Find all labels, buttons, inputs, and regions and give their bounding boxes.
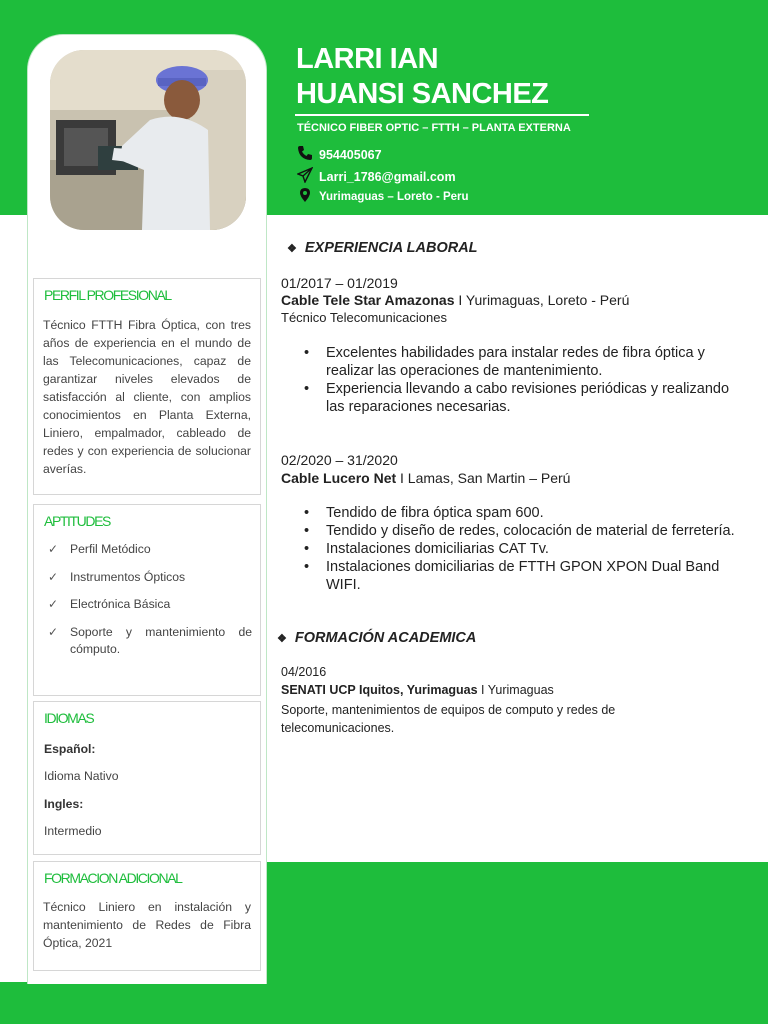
check-icon: ✓ bbox=[48, 624, 59, 639]
send-icon bbox=[297, 167, 319, 186]
footer-band bbox=[0, 982, 768, 1024]
language-name: Español: bbox=[44, 742, 96, 756]
job-company-line bbox=[281, 292, 629, 308]
education-school-line bbox=[281, 683, 554, 697]
job-company: Cable Lucero Net bbox=[281, 470, 397, 486]
list-item: ✓ Instrumentos Ópticos bbox=[48, 569, 252, 587]
list-item: • Tendido y diseño de redes, colocación de material de ferretería. bbox=[304, 522, 744, 540]
job-dates: 02/2020 – 31/2020 bbox=[281, 452, 398, 468]
language-level: Idioma Nativo bbox=[44, 769, 119, 783]
job-place: I Yurimaguas, Loreto - Perú bbox=[454, 292, 630, 308]
diamond-bullet-icon: ❖ bbox=[277, 633, 287, 645]
name-underline bbox=[295, 114, 589, 116]
job-dates: 01/2017 – 01/2019 bbox=[281, 275, 398, 291]
profile-section bbox=[33, 278, 261, 495]
language-name: Ingles: bbox=[44, 797, 84, 811]
additional-training-section bbox=[33, 861, 261, 971]
list-item: ✓ Soporte y mantenimiento de cómputo. bbox=[48, 624, 252, 659]
languages-title: IDIOMAS bbox=[44, 710, 94, 726]
profile-title: PERFIL PROFESIONAL bbox=[44, 287, 171, 303]
list-item: ✓ Perfil Metódico bbox=[48, 541, 252, 559]
name-line-1: LARRI IAN bbox=[296, 43, 439, 75]
education-school: SENATI UCP Iquitos, Yurimaguas bbox=[281, 683, 478, 697]
phone-icon bbox=[297, 145, 319, 164]
education-place: I Yurimaguas bbox=[477, 683, 554, 697]
additional-training-title: FORMACION ADICIONAL bbox=[44, 870, 182, 886]
additional-training-text: Técnico Liniero en instalación y mantenimiento de Redes de Fibra Óptica, 2021 bbox=[43, 900, 251, 950]
job-place: I Lamas, San Martin – Perú bbox=[396, 470, 571, 486]
location-contact bbox=[297, 187, 469, 206]
education-date: 04/2016 bbox=[281, 665, 327, 679]
check-icon: ✓ bbox=[48, 569, 59, 584]
phone-number: 954405067 bbox=[319, 147, 382, 162]
education-title: ❖ FORMACIÓN ACADEMICA bbox=[277, 630, 477, 646]
education-description: Soporte, mantenimientos de equipos de computo y redes de telecomunicaciones. bbox=[281, 703, 616, 735]
experience-title: ❖ EXPERIENCIA LABORAL bbox=[287, 240, 478, 256]
check-icon: ✓ bbox=[48, 542, 59, 556]
job-position: Técnico Telecomunicaciones bbox=[281, 310, 447, 325]
list-item: • Tendido de fibra óptica spam 600. bbox=[304, 504, 744, 522]
profile-text: Técnico FTTH Fibra Óptica, con tres años de experiencia en el mundo de las Telecomunicaciones, capaz de garantizar niveles elevados de satisfacción al cliente, con amplios conocimientos en Planta Externa, Liniero, empalmador, cableado de redes y con experiencia de solucionar averías. bbox=[43, 318, 251, 476]
job-duties bbox=[304, 344, 744, 416]
list-item: • Instalaciones domiciliarias CAT Tv. bbox=[304, 540, 744, 558]
profile-photo bbox=[50, 50, 246, 230]
name-line-2: HUANSI SANCHEZ bbox=[296, 78, 549, 110]
check-icon: ✓ bbox=[48, 597, 59, 611]
email-address[interactable]: Larri_1786@gmail.com bbox=[319, 169, 456, 184]
job-company-line bbox=[281, 470, 570, 486]
phone-contact bbox=[297, 145, 382, 164]
job-company: Cable Tele Star Amazonas bbox=[281, 292, 455, 308]
job-duties bbox=[304, 504, 744, 594]
list-item: • Experiencia llevando a cabo revisiones periódicas y realizando las reparaciones necesarias. bbox=[304, 380, 744, 416]
diamond-bullet-icon: ❖ bbox=[287, 243, 297, 255]
job-title: TÉCNICO FIBER OPTIC – FTTH – PLANTA EXTERNA bbox=[297, 122, 571, 134]
languages-section bbox=[33, 701, 261, 855]
skills-list bbox=[48, 541, 252, 669]
list-item: • Instalaciones domiciliarias de FTTH GPON XPON Dual Band WIFI. bbox=[304, 558, 744, 594]
location-pin-icon bbox=[297, 187, 319, 206]
footer-band-right bbox=[266, 862, 768, 982]
skills-section bbox=[33, 504, 261, 696]
skills-title: APTITUDES bbox=[44, 513, 110, 529]
location-text: Yurimaguas – Loreto - Peru bbox=[319, 190, 469, 203]
language-level: Intermedio bbox=[44, 824, 102, 838]
email-contact[interactable] bbox=[297, 167, 456, 186]
list-item: • Excelentes habilidades para instalar redes de fibra óptica y realizar las operaciones de mantenimiento. bbox=[304, 344, 744, 380]
list-item: ✓ Electrónica Básica bbox=[48, 596, 252, 614]
